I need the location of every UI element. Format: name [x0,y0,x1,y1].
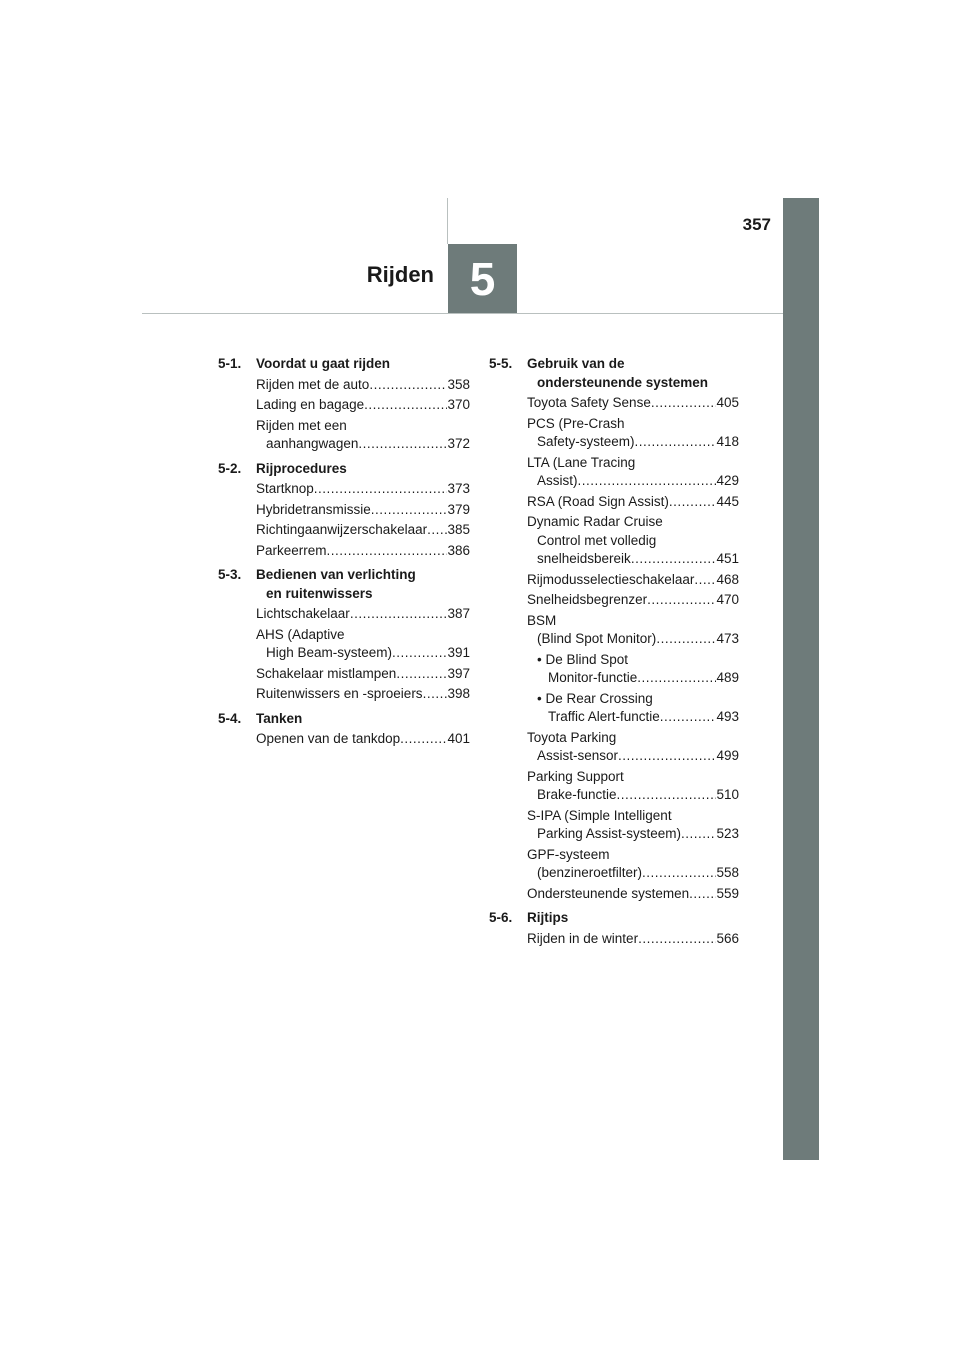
dot-leader [423,685,448,704]
entry-title: aanhangwagen [266,436,359,451]
entry-last-line [256,665,470,684]
toc-section [218,566,470,704]
entry-line: LTA (Lane Tracing [527,454,636,470]
dot-leader [689,885,716,904]
toc-entry[interactable] [256,396,470,415]
entry-title: Safety-systeem) [537,434,635,449]
toc-entry[interactable] [527,394,739,413]
header-divider-horizontal [142,313,783,314]
dot-leader [314,480,448,499]
entry-title: Parkeerrem [256,542,327,558]
toc-entry[interactable] [527,930,739,949]
entry-last-line [527,930,739,949]
entry-page-number: 379 [447,501,470,517]
dot-leader [364,396,447,415]
entry-page-number: 445 [716,493,739,509]
entry-last-line [527,493,739,512]
toc-entry[interactable] [527,612,739,649]
entry-title: Lichtschakelaar [256,606,350,621]
header-divider-vertical [447,198,448,244]
entry-page-number: 401 [447,731,470,746]
entry-last-line [527,630,739,649]
dot-leader [638,930,716,949]
section-heading [218,566,470,603]
entry-line: Toyota Parking [527,729,617,745]
dot-leader [669,493,717,512]
entry-last-line [527,864,739,883]
toc-entry[interactable] [256,605,470,624]
entry-last-line [256,644,470,663]
section-number: 5-5. [489,356,513,371]
entry-title: High Beam-systeem) [266,645,393,660]
section-title-line: Rijprocedures [256,460,347,476]
toc-entry[interactable] [256,730,470,749]
entry-line: Dynamic Radar Cruise [527,514,663,529]
entry-page-number: 385 [447,522,470,537]
dot-leader [618,747,716,766]
dot-leader [400,730,447,749]
entry-page-number: 387 [447,606,470,621]
entry-last-line [256,501,470,520]
toc-entry[interactable] [527,807,739,844]
entry-last-line [256,521,470,540]
dot-leader [392,644,447,663]
toc-entry[interactable] [527,454,739,491]
entry-last-line [527,708,739,727]
toc-entry[interactable] [527,591,739,610]
dot-leader [350,605,448,624]
entry-title: Ruitenwissers en -sproeiers [256,686,423,701]
entry-page-number: 468 [716,571,739,587]
entry-title: Startknop [256,481,314,496]
entry-last-line [256,396,470,415]
entry-last-line [527,669,739,688]
entry-last-line [256,435,470,454]
entry-page-number: 418 [716,434,739,449]
section-heading [218,460,470,479]
entry-page-number: 386 [447,542,470,558]
chapter-side-tab [783,198,819,1160]
dot-leader [635,433,717,452]
section-number: 5-2. [218,460,242,476]
section-number: 5-1. [218,356,242,371]
entry-title: Snelheidsbegrenzer [527,592,648,607]
dot-leader [617,786,717,805]
entry-page-number: 473 [716,631,739,646]
entry-last-line [256,605,470,624]
toc-right-column [489,355,739,954]
chapter-number-box: 5 [448,244,517,313]
dot-leader [427,521,447,540]
entry-last-line [256,685,470,704]
entry-last-line [527,747,739,766]
entry-last-line [527,550,739,569]
entry-page-number: 391 [447,645,470,660]
toc-section [218,710,470,749]
entry-page-number: 499 [716,748,739,763]
entry-last-line [527,786,739,805]
entry-title: snelheidsbereik [537,551,631,566]
section-title-line: Bedienen van verlichting [256,567,416,582]
entry-title: (Blind Spot Monitor) [537,631,657,646]
dot-leader [647,591,716,610]
section-title-line: Rijtips [527,910,569,925]
entry-line: GPF-systeem [527,846,610,862]
section-title [527,909,739,928]
entry-page-number: 358 [447,376,470,392]
section-title-line: en ruitenwissers [266,585,373,601]
entry-line: AHS (Adaptive [256,626,345,642]
entry-page-number: 429 [716,473,739,488]
entry-line: Rijden met een [256,417,347,433]
section-heading [218,355,470,374]
toc-entry[interactable] [256,501,470,520]
dot-leader [371,501,448,520]
entry-line: Parking Support [527,768,624,784]
toc-entry[interactable] [256,665,470,684]
dot-leader [358,435,447,454]
section-title [256,355,470,374]
section-title-line: ondersteunende systemen [537,374,709,390]
entry-page-number: 372 [447,436,470,451]
toc-entry[interactable] [256,417,470,454]
dot-leader [578,472,717,491]
entry-page-number: 558 [716,865,739,880]
dot-leader [660,708,717,727]
section-number: 5-3. [218,567,242,582]
entry-title: Schakelaar mistlampen [256,665,397,681]
section-number: 5-6. [489,910,513,925]
dot-leader [642,864,716,883]
dot-leader [327,542,448,561]
entry-title: (benzineroetfilter) [537,865,643,880]
entry-page-number: 489 [716,670,739,685]
entry-page-number: 405 [716,395,739,410]
entry-page-number: 510 [716,787,739,802]
entry-last-line [527,472,739,491]
section-title [527,355,739,392]
entry-last-line [527,433,739,452]
entry-last-line [527,825,739,844]
dot-leader [637,669,716,688]
entry-line: • De Rear Crossing [537,690,653,706]
toc-entry[interactable] [527,571,739,590]
section-title-line: Voordat u gaat rijden [256,356,391,371]
section-heading [489,909,739,928]
entry-page-number: 451 [716,551,739,566]
toc-section [489,909,739,948]
entry-title: Openen van de tankdop [256,731,401,746]
dot-leader [631,550,717,569]
entry-last-line [527,571,739,590]
toc-entry[interactable] [527,846,739,883]
entry-page-number: 470 [716,592,739,607]
dot-leader [656,630,716,649]
chapter-title: Rijden [366,262,434,287]
section-title [256,460,470,479]
toc-entry[interactable] [256,480,470,499]
toc-entry[interactable] [256,521,470,540]
entry-title: Assist) [537,473,578,488]
entry-page-number: 523 [716,826,739,841]
section-number: 5-4. [218,710,242,726]
toc-entry[interactable] [527,493,739,512]
dot-leader [694,571,716,590]
entry-line: Control met volledig [537,532,657,548]
toc-section [489,355,739,903]
toc-entry[interactable] [527,513,739,569]
dot-leader [681,825,716,844]
toc-entry[interactable] [527,768,739,805]
entry-title: Lading en bagage [256,397,365,412]
dot-leader [651,394,717,413]
toc-left-column [218,355,470,755]
entry-last-line [256,542,470,561]
entry-last-line [256,480,470,499]
entry-title: Assist-sensor [537,748,619,763]
entry-page-number: 397 [447,665,470,681]
toc-entry[interactable] [256,626,470,663]
toc-entry[interactable] [527,690,739,727]
entry-title: Toyota Safety Sense [527,395,651,410]
toc-entry[interactable] [527,729,739,766]
entry-page-number: 370 [447,397,470,412]
toc-entry[interactable] [527,885,739,904]
section-title [256,710,470,729]
dot-leader [396,665,447,684]
section-heading [218,710,470,729]
entry-line: • De Blind Spot [537,651,629,667]
entry-page-number: 566 [716,930,739,946]
page-number: 357 [742,215,771,234]
toc-entry[interactable] [527,651,739,688]
section-heading [489,355,739,392]
section-title-line: Tanken [256,710,303,726]
entry-last-line [256,376,470,395]
entry-last-line [256,730,470,749]
toc-section [218,460,470,561]
entry-title: RSA (Road Sign Assist) [527,493,669,509]
entry-page-number: 398 [447,686,470,701]
toc-entry[interactable] [256,685,470,704]
entry-title: Brake-functie [537,787,617,802]
section-title-line: Gebruik van de [527,356,625,371]
entry-title: Monitor-functie [548,670,638,685]
section-title [256,566,470,603]
entry-line: BSM [527,612,557,628]
entry-last-line [527,394,739,413]
entry-page-number: 373 [447,481,470,496]
toc-entry[interactable] [256,542,470,561]
entry-title: Richtingaanwijzerschakelaar [256,522,428,537]
entry-title: Ondersteunende systemen [527,885,690,901]
entry-title: Rijden in de winter [527,930,639,946]
toc-entry[interactable] [256,376,470,395]
entry-line: PCS (Pre-Crash [527,415,625,431]
entry-page-number: 493 [716,709,739,724]
entry-last-line [527,885,739,904]
entry-page-number: 559 [716,885,739,901]
entry-title: Traffic Alert-functie [548,709,660,724]
entry-last-line [527,591,739,610]
entry-line: S-IPA (Simple Intelligent [527,807,672,823]
toc-section [218,355,470,454]
toc-entry[interactable] [527,415,739,452]
entry-title: Rijmodusselectieschakelaar [527,571,695,587]
entry-title: Parking Assist-systeem) [537,826,682,841]
entry-title: Hybridetransmissie [256,501,371,517]
entry-title: Rijden met de auto [256,376,370,392]
dot-leader [369,376,447,395]
